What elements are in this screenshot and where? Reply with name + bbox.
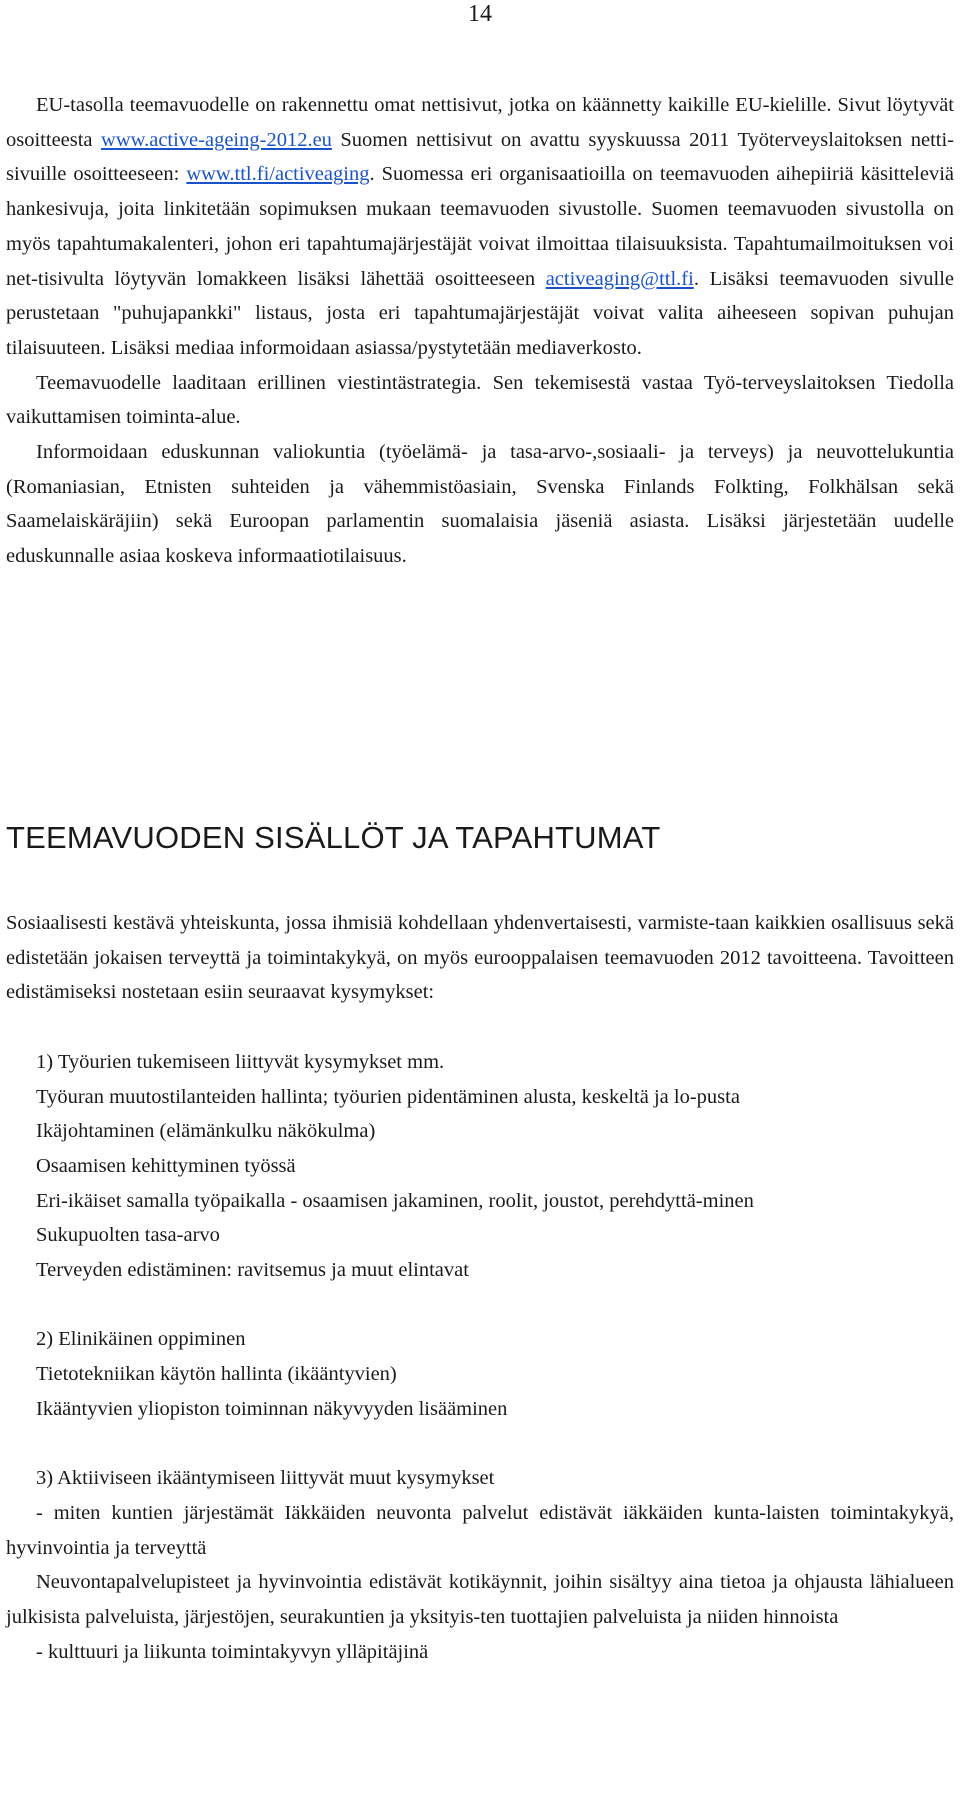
intro-section — [6, 88, 954, 574]
list-item: Neuvontapalvelupisteet ja hyvinvointia edistävät kotikäynnit, joihin sisältyy aina tietoa ja ohjausta lähialueen julkisista palveluista, järjestöjen, seurakuntien ja yksityis-ten tuottajien palveluista ja niiden hinnoista — [6, 1571, 954, 1629]
list-item: Osaamisen kehittyminen työssä — [36, 1154, 296, 1177]
section-body — [6, 906, 954, 1669]
list-item: - kulttuuri ja liikunta toimintakyvyn ylläpitäjinä — [36, 1640, 429, 1663]
spacer — [6, 1010, 954, 1045]
list-item: Ikäjohtaminen (elämänkulku näkökulma) — [36, 1120, 376, 1143]
intro-text-3: . Suomessa eri organisaatioilla on teemavuoden aihepiiriä käsitteleviä hankesivuja, joita linkitetään sopimuksen mukaan teemavuoden sivustolle. Suomen teemavuoden sivustolla on myös tapahtumakalenteri, johon eri tapahtumajärjestäjät voivat ilmoittaa tilaisuuksista. Tapahtumailmoituksen voi net-tisivulta löytyvän lomakkeen lisäksi lähettää osoitteeseen — [6, 163, 955, 290]
group-1-title: 1) Työurien tukemiseen liittyvät kysymykset mm. — [36, 1050, 445, 1073]
spacer — [6, 1427, 954, 1462]
intro-text-1: EU-tasolla teemavuodelle on rakennettu omat nettisivut, jotka on käännetty kaikille EU-kielille. Sivut löytyvät osoitteesta — [6, 94, 954, 151]
intro-text-4: . Lisäksi teemavuoden sivulle perustetaan "puhujapankki" listaus, josta eri tapahtumajärjestäjät voivat valita aiheeseen sopivan puhujan tilaisuuteen. Lisäksi mediaa informoidaan asiassa/pystytetään mediaverkosto. — [6, 267, 954, 359]
spacer — [6, 1288, 954, 1323]
section-lead: Sosiaalisesti kestävä yhteiskunta, jossa ihmisiä kohdellaan yhdenvertaisesti, varmiste-taan kaikkien osallisuus sekä edistetään jokaisen terveyttä ja toimintakykyä, on myös eurooppalaisen teemavuoden 2012 tavoitteena. Tavoitteen edistämiseksi nostetaan esiin seuraavat kysymykset: — [6, 912, 954, 1004]
list-item: Ikääntyvien yliopiston toiminnan näkyvyyden lisääminen — [36, 1397, 508, 1420]
group-2-title: 2) Elinikäinen oppiminen — [36, 1328, 246, 1351]
section-heading: TEEMAVUODEN SISÄLLÖT JA TAPAHTUMAT — [6, 820, 661, 855]
list-item: Sukupuolten tasa-arvo — [36, 1224, 220, 1247]
list-item: Terveyden edistäminen: ravitsemus ja muut elintavat — [36, 1259, 469, 1282]
page-number: 14 — [468, 1, 492, 27]
link-active-ageing[interactable]: www.active-ageing-2012.eu — [101, 128, 332, 151]
link-email-activeaging[interactable]: activeaging@ttl.fi — [545, 267, 694, 290]
list-item: - miten kuntien järjestämät Iäkkäiden neuvonta palvelut edistävät iäkkäiden kunta-laisten toimintakykyä, hyvinvointia ja terveyttä — [6, 1501, 954, 1559]
intro-text-2: Suomen nettisivut on avattu syyskuussa 2011 Työterveyslaitoksen netti-sivuille osoitteeseen: — [6, 128, 954, 186]
list-item: Eri-ikäiset samalla työpaikalla - osaamisen jakaminen, roolit, joustot, perehdyttä-minen — [36, 1189, 754, 1212]
list-item: Työuran muutostilanteiden hallinta; työurien pidentäminen alusta, keskeltä ja lo-pusta — [36, 1085, 740, 1108]
group-3-title: 3) Aktiiviseen ikääntymiseen liittyvät muut kysymykset — [36, 1467, 495, 1490]
list-item: Tietotekniikan käytön hallinta (ikääntyvien) — [36, 1363, 397, 1386]
link-ttl-activeaging[interactable]: www.ttl.fi/activeaging — [186, 163, 370, 186]
intro-paragraph-3: Informoidaan eduskunnan valiokuntia (työelämä- ja tasa-arvo-,sosiaali- ja terveys) ja neuvottelukuntia (Romaniasian, Etnisten suhteiden ja vähemmistöasiain, Svenska Finlands Folkting, Folkhälsan sekä Saamelaiskäräjiin) sekä Euroopan parlamentin suomalaisia jäseniä asiasta. Lisäksi järjestetään uudelle eduskunnalle asiaa koskeva informaatiotilaisuus. — [6, 441, 954, 568]
intro-paragraph-2: Teemavuodelle laaditaan erillinen viestintästrategia. Sen tekemisestä vastaa Työ-terveyslaitoksen Tiedolla vaikuttamisen toiminta-alue. — [6, 371, 954, 429]
intro-paragraph-1 — [6, 88, 954, 366]
